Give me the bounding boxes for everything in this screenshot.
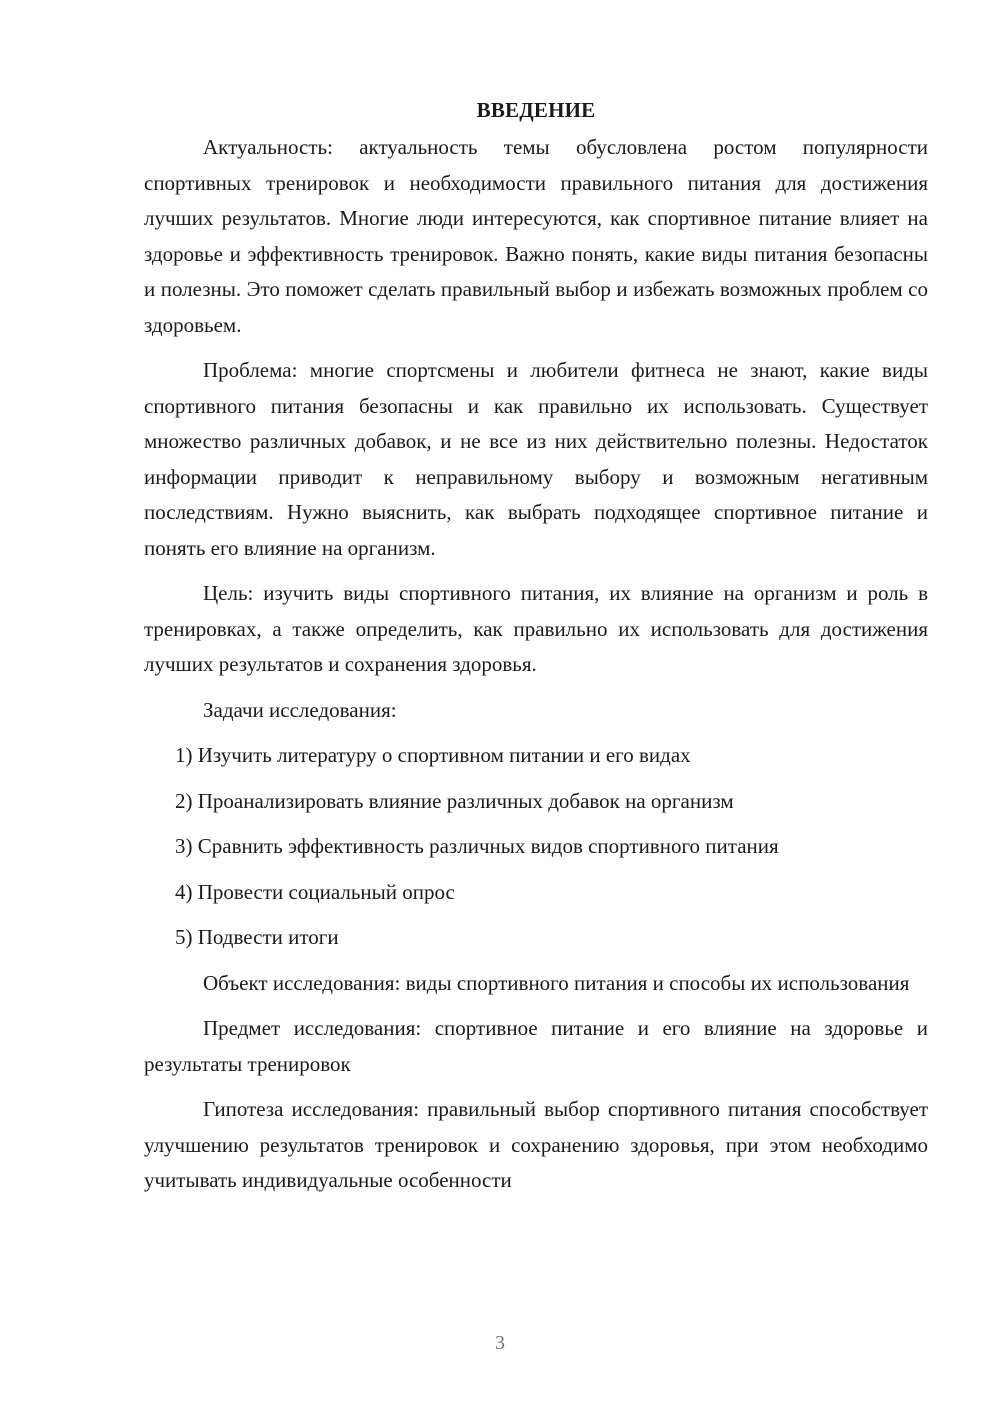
task-item: 1) Изучить литературу о спортивном питании и его видах — [175, 743, 691, 767]
goal-paragraph: Цель: изучить виды спортивного питания, их влияние на организм и роль в тренировках, а также определить, как правильно их использовать для достижения лучших результатов и сохранения здоровья. — [144, 581, 928, 676]
page-number: 3 — [495, 1332, 505, 1354]
task-item: 5) Подвести итоги — [175, 925, 339, 949]
document-page — [144, 92, 928, 1209]
tasks-label: Задачи исследования: — [203, 697, 397, 722]
problem-paragraph: Проблема: многие спортсмены и любители фитнеса не знают, какие виды спортивного питания безопасны и как правильно их использовать. Существует множество различных добавок, и не все из них действительно полезны. Недостаток информации приводит к неправильному выбору и возможным негативным последствиям. Нужно выяснить, как выбрать подходящее спортивное питание и понять его влияние на организм. — [144, 358, 928, 560]
subject-paragraph: Предмет исследования: спортивное питание и его влияние на здоровье и результаты тренировок — [144, 1016, 928, 1076]
section-title: ВВЕДЕНИЕ — [476, 98, 596, 122]
relevance-paragraph: Актуальность: актуальность темы обусловлена ростом популярности спортивных тренировок и необходимости правильного питания для достижения лучших результатов. Многие люди интересуются, как спортивное питание влияет на здоровье и эффективность тренировок. Важно понять, какие виды питания безопасны и полезны. Это поможет сделать правильный выбор и избежать возможных проблем со здоровьем. — [144, 135, 928, 337]
object-paragraph: Объект исследования: виды спортивного питания и способы их использования — [203, 970, 910, 995]
hypothesis-paragraph: Гипотеза исследования: правильный выбор спортивного питания способствует улучшению результатов тренировок и сохранению здоровья, при этом необходимо учитывать индивидуальные особенности — [144, 1097, 928, 1192]
task-item: 4) Провести социальный опрос — [175, 879, 455, 904]
tasks-list — [144, 738, 928, 956]
task-item: 3) Сравнить эффективность различных видов спортивного питания — [175, 834, 779, 858]
task-item: 2) Проанализировать влияние различных добавок на организм — [175, 788, 734, 813]
